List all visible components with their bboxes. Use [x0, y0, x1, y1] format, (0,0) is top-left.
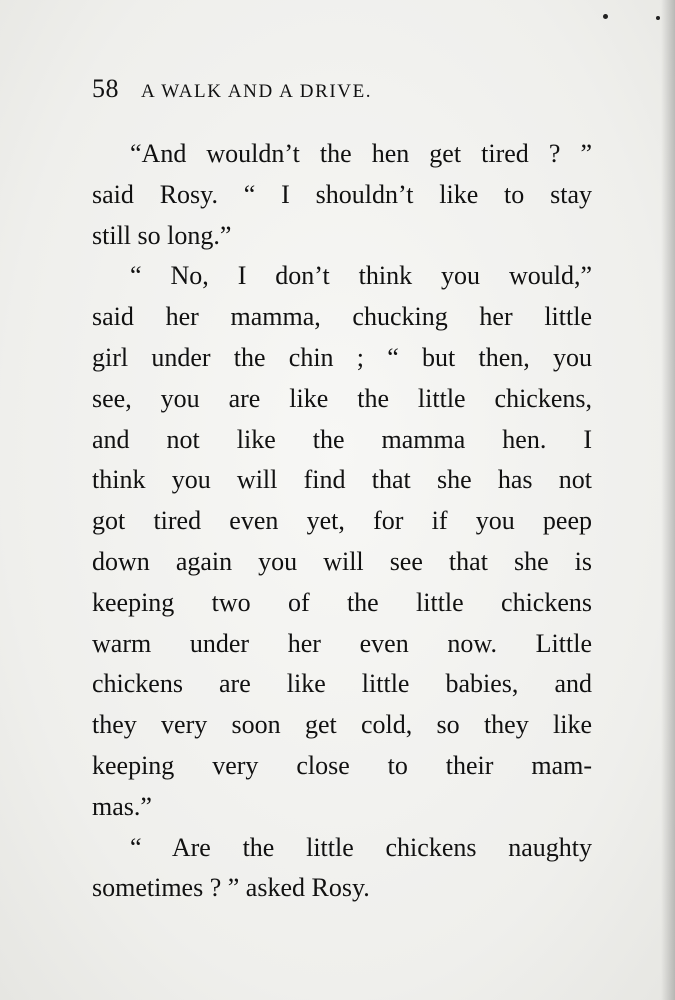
text-line: sometimes ? ” asked Rosy. — [92, 873, 370, 903]
text-line: still so long.” — [92, 220, 232, 250]
text-line: down again you will see that she is — [92, 546, 592, 576]
text-line: keeping two of the little chickens — [92, 587, 592, 617]
text-line: said Rosy. “ I shouldn’t like to stay — [92, 179, 592, 209]
text-line: they very soon get cold, so they like — [92, 710, 592, 740]
ink-speck — [656, 16, 660, 20]
text-line: got tired even yet, for if you peep — [92, 506, 592, 536]
body-text — [92, 134, 592, 909]
text-line: girl under the chin ; “ but then, you — [92, 342, 592, 372]
text-line: and not like the mamma hen. I — [92, 424, 592, 454]
text-line: “ No, I don’t think you would,” — [130, 261, 592, 291]
page-number: 58 — [92, 74, 119, 103]
text-line: think you will find that she has not — [92, 465, 592, 495]
page-edge-shadow — [661, 0, 675, 1000]
text-line: said her mamma, chucking her little — [92, 302, 592, 332]
page-header — [92, 74, 592, 110]
running-title: A WALK AND A DRIVE. — [141, 81, 373, 102]
text-line: warm under her even now. Little — [92, 628, 592, 658]
ink-speck — [603, 14, 608, 19]
text-line: “And wouldn’t the hen get tired ? ” — [130, 139, 592, 168]
text-line: chickens are like little babies, and — [92, 669, 592, 699]
text-line: mas.” — [92, 791, 152, 821]
text-line: see, you are like the little chickens, — [92, 383, 592, 413]
text-line: keeping very close to their mam- — [92, 750, 592, 780]
text-line: “ Are the little chickens naughty — [130, 832, 592, 862]
